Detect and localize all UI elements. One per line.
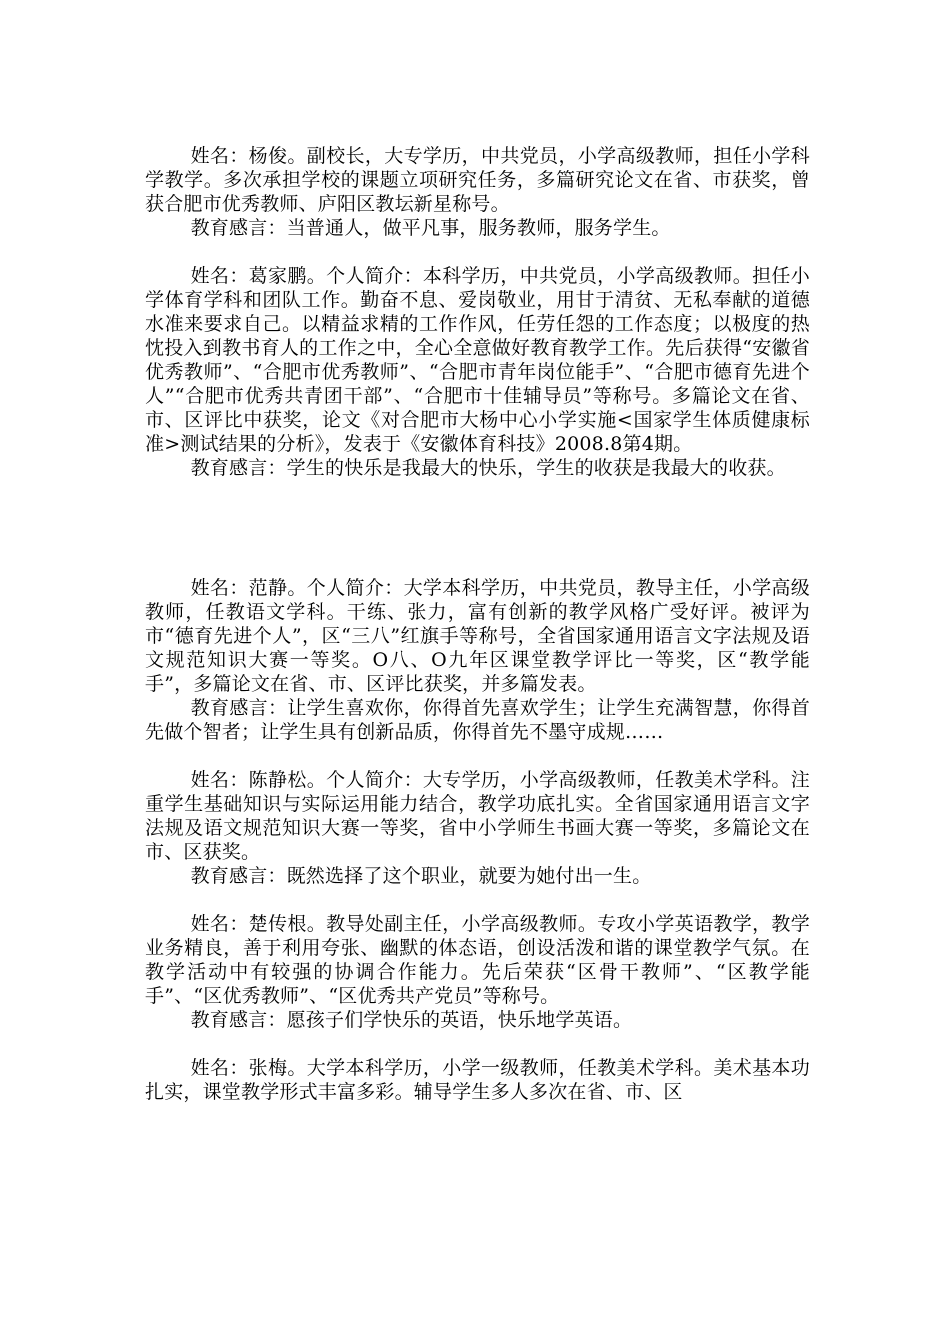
teacher-entry-chu-chuangen bbox=[145, 912, 810, 1032]
teacher-entry-yang-jun bbox=[145, 144, 810, 240]
teacher-motto: 教育感言：愿孩子们学快乐的英语，快乐地学英语。 bbox=[190, 1009, 633, 1031]
paragraph-spacer bbox=[145, 1032, 810, 1056]
teacher-bio: 姓名：杨俊。副校长，大专学历，中共党员，小学高级教师，担任小学科学教学。多次承担学校的课题立项研究任务，多篇研究论文在省、市获奖，曾获合肥市优秀教师、庐阳区教坛新星称号。 bbox=[145, 145, 810, 215]
teacher-entry-fan-jing bbox=[145, 576, 810, 744]
teacher-motto: 教育感言：让学生喜欢你，你得首先喜欢学生；让学生充满智慧，你得首先做个智者；让学生具有创新品质，你得首先不墨守成规…… bbox=[145, 697, 810, 743]
teacher-entry-ge-jiapeng bbox=[145, 264, 810, 480]
teacher-bio: 姓名：张梅。大学本科学历，小学一级教师，任教美术学科。美术基本功扎实，课堂教学形式丰富多彩。辅导学生多人多次在省、市、区 bbox=[145, 1057, 810, 1103]
teacher-bio: 姓名：楚传根。教导处副主任，小学高级教师。专攻小学英语教学，教学业务精良，善于利用夸张、幽默的体态语，创设活泼和谐的课堂教学气氛。在教学活动中有较强的协调合作能力。先后荣获“区骨干教师”、“区教学能手”、“区优秀教师”、“区优秀共产党员”等称号。 bbox=[145, 913, 810, 1007]
paragraph-spacer bbox=[145, 240, 810, 264]
teacher-bio: 姓名：范静。个人简介：大学本科学历，中共党员，教导主任，小学高级教师，任教语文学科。干练、张力，富有创新的教学风格广受好评。被评为市“德育先进个人”，区“三八”红旗手等称号，全省国家通用语言文字法规及语文规范知识大赛一等奖。O八、O九年区课堂教学评比一等奖，区“教学能手”，多篇论文在省、市、区评比获奖，并多篇发表。 bbox=[145, 577, 810, 695]
paragraph-spacer bbox=[145, 744, 810, 768]
document-page bbox=[145, 144, 810, 1104]
teacher-entry-chen-jingsong bbox=[145, 768, 810, 888]
teacher-motto: 教育感言：既然选择了这个职业，就要为她付出一生。 bbox=[190, 865, 652, 887]
teacher-motto: 教育感言：当普通人，做平凡事，服务教师，服务学生。 bbox=[190, 217, 671, 239]
teacher-entry-zhang-mei bbox=[145, 1056, 810, 1104]
section-spacer bbox=[145, 480, 810, 576]
paragraph-spacer bbox=[145, 888, 810, 912]
teacher-bio: 姓名：陈静松。个人简介：大专学历，小学高级教师，任教美术学科。注重学生基础知识与实际运用能力结合，教学功底扎实。全省国家通用语言文字法规及语文规范知识大赛一等奖，省中小学师生书画大赛一等奖，多篇论文在市、区获奖。 bbox=[145, 769, 810, 863]
teacher-motto: 教育感言：学生的快乐是我最大的快乐，学生的收获是我最大的收获。 bbox=[190, 457, 786, 479]
teacher-bio: 姓名：葛家鹏。个人简介：本科学历，中共党员，小学高级教师。担任小学体育学科和团队工作。勤奋不息、爱岗敬业，用甘于清贫、无私奉献的道德水准来要求自己。以精益求精的工作作风，任劳任怨的工作态度；以极度的热忱投入到教书育人的工作之中，全心全意做好教育教学工作。先后获得“安徽省优秀教师”、“合肥市优秀教师”、“合肥市青年岗位能手”、“合肥市德育先进个人”“合肥市优秀共青团干部”、“合肥市十佳辅导员”等称号。多篇论文在省、市、区评比中获奖，论文《对合肥市大杨中心小学实施<国家学生体质健康标准>测试结果的分析》，发表于《安徽体育科技》2008.8第4期。 bbox=[145, 265, 810, 455]
